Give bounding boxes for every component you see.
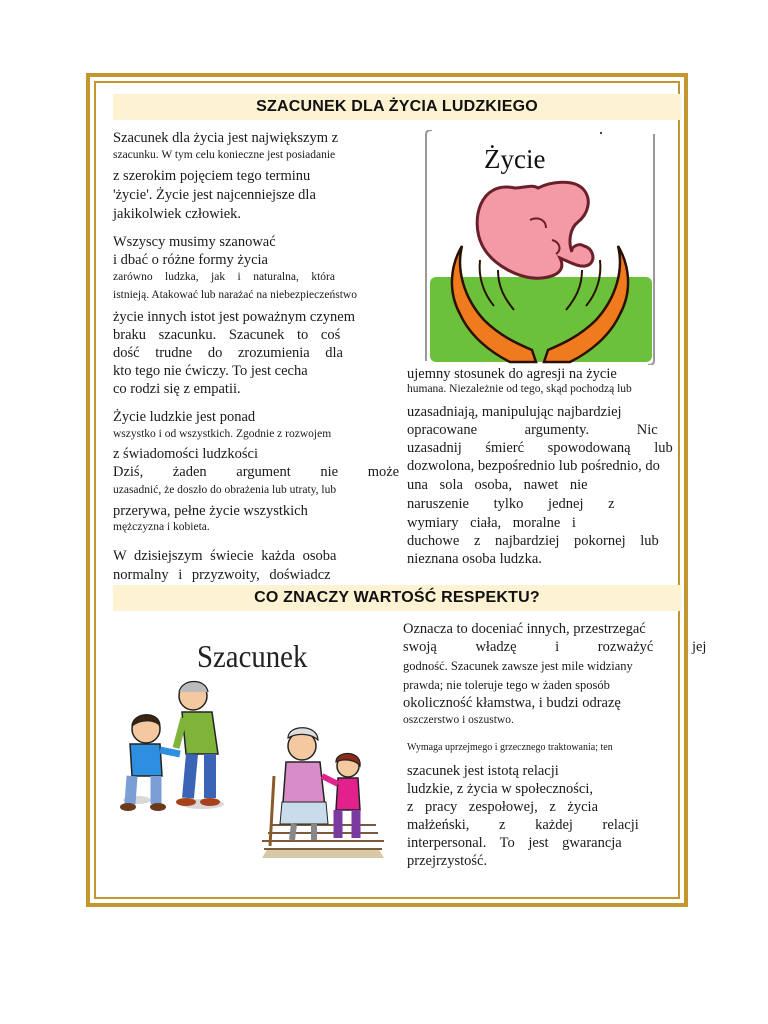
text-line: życie innych istot jest poważnym czynem [113,309,355,325]
text-line: wymiary ciała, moralne i [407,515,576,531]
text-line: istnieją. Atakować lub narażać na niebezpieczeństwo [113,289,357,301]
text-line: małżeński, z każdej relacji [407,817,639,833]
text-line: uzasadnij śmierć spowodowaną lub [407,440,673,456]
text-line: okoliczność kłamstwa, i budzi odrazę [403,695,621,711]
life-image-caption: Życie [484,144,546,174]
text-line-justified [113,272,335,284]
text-word: która [311,271,335,283]
text-word: zarówno [113,271,153,283]
section-title-respect: CO ZNACZY WARTOŚĆ RESPEKTU? [113,585,681,611]
text-line: oszczerstwo i oszustwo. [403,714,514,726]
text-line: ujemny stosunek do agresji na życie [407,366,617,382]
text-line: jakikolwiek człowiek. [113,206,242,222]
text-line: szacunku. W tym celu konieczne jest posiadanie [113,149,336,161]
text-line: duchowe z najbardziej pokornej lub [407,533,659,549]
text-line: 'życie'. Życie jest najcenniejsze dla [113,187,316,203]
text-line: W dzisiejszym świecie każda osoba [113,548,337,564]
text-word: naturalna, [253,271,299,283]
text-line: dość trudne do zrozumienia dla [113,345,343,361]
life-illustration [420,130,660,365]
text-line: Życie ludzkie jest ponad [113,409,256,425]
text-line: Dziś, żaden argument nie może [113,464,400,480]
text-line: z pracy zespołowej, z życia [407,799,599,815]
text-line: normalny i przyzwoity, doświadcz [113,567,331,583]
text-line: braku szacunku. Szacunek to coś [113,327,341,343]
text-line: Wymaga uprzejmego i grzecznego traktowania; ten [407,742,613,753]
section-title-life: SZACUNEK DLA ŻYCIA LUDZKIEGO [113,94,681,120]
text-line: swoją władzę i rozważyć jej [403,639,707,655]
text-line: i dbać o różne formy życia [113,252,268,268]
text-line: uzasadnić, że doszło do obrażenia lub utraty, lub [113,484,337,496]
text-line: Szacunek dla życia jest największym z [113,130,339,146]
text-line: przejrzystość. [407,853,488,869]
text-line: interpersonal. To jest gwarancja [407,835,622,851]
respect-image-caption: Szacunek [197,638,308,674]
text-line: naruszenie tylko jednej z [407,496,615,512]
text-line: Wszyscy musimy szanować [113,234,276,250]
respect-illustration [112,626,394,866]
text-word: jak [211,271,226,283]
text-line: z szerokim pojęciem tego terminu [113,168,311,184]
text-word: ludzka, [165,271,199,283]
text-line: nieznana osoba ludzka. [407,551,542,567]
text-line: wszystko i od wszystkich. Zgodnie z rozwojem [113,428,332,440]
text-line: przerywa, pełne życie wszystkich [113,503,308,519]
text-line: godność. Szacunek zawsze jest mile widziany [403,659,633,673]
text-line: humana. Niezależnie od tego, skąd pochodzą lub [407,383,632,395]
text-line: prawda; nie toleruje tego w żaden sposób [403,678,610,692]
text-line: co rodzi się z empatii. [113,381,241,397]
text-line: z świadomości ludzkości [113,446,258,462]
text-line: Oznacza to doceniać innych, przestrzegać [403,621,646,637]
text-word: i [237,271,241,283]
text-line: opracowane argumenty. Nic [407,422,658,438]
text-line: dozwolona, bezpośrednio lub pośrednio, do [407,458,660,474]
text-line: uzasadniają, manipulując najbardziej [407,404,622,420]
text-line: una sola osoba, nawet nie [407,477,588,493]
text-line: mężczyzna i kobieta. [113,521,210,533]
text-line: kto tego nie ćwiczy. To jest cecha [113,363,308,379]
text-line: ludzkie, z życia w społeczności, [407,781,594,797]
text-line: szacunek jest istotą relacji [407,763,559,779]
